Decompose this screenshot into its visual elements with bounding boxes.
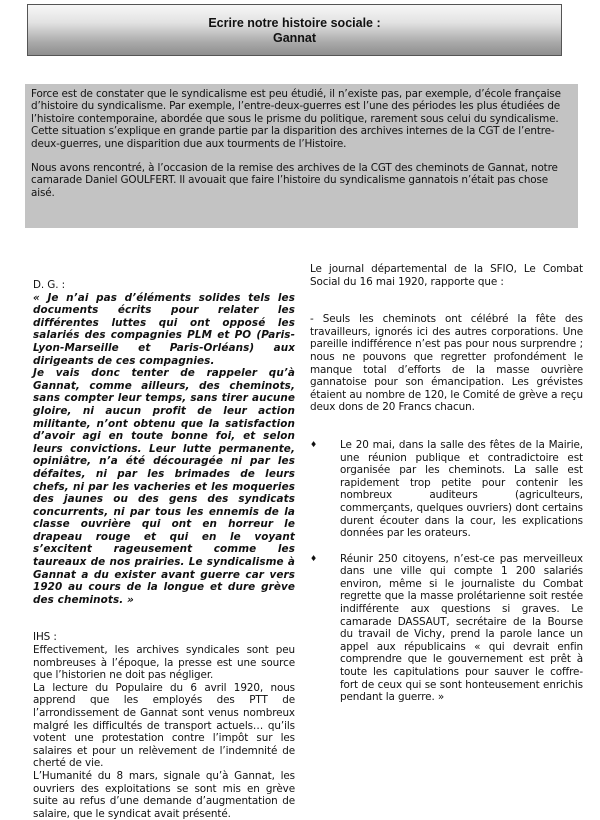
- intro-paragraph: Force est de constater que le syndicalisme est peu étudié, il n’existe pas, par exemple, d’école française d’histoire du syndicalisme. Par exemple, l’entre-deux-guerres est l’une des périodes les plus étudiées de l’histoire contemporaine, abordée que sous le prisme du politique, rarement sous celui du syndicalisme. Cette situation s’explique en grande partie par la disparition des archives internes de la CGT de l’entre-deux-guerres, une disparition due aux tourments de l’Histoire.: [31, 88, 561, 150]
- title-banner: [27, 4, 562, 56]
- bullet-text: Le 20 mai, dans la salle des fêtes de la Mairie, une réunion publique et contradictoire est organisée par les cheminots. La salle est rapidement trop petite pour contenir les nombreux auditeurs (agriculteurs, commerçants, quelques ouvriers) dont certains durent écouter dans la cour, les explications données par les orateurs.: [340, 438, 583, 540]
- intro-paragraph: Nous avons rencontré, à l’occasion de la remise des archives de la CGT des cheminots de Gannat, notre camarade Daniel GOULFERT. Il avouait que faire l’histoire du syndicalisme gannatois n’était pas chose aisé.: [31, 162, 558, 199]
- right-column: [310, 263, 583, 704]
- intro-box: [25, 84, 578, 228]
- bullet-item: [310, 553, 583, 704]
- combat-social-intro: Le journal départemental de la SFIO, Le Combat Social du 16 mai 1920, rapporte que :: [310, 263, 583, 288]
- bullet-item: [310, 439, 583, 540]
- ihs-paragraph: La lecture du Populaire du 6 avril 1920, nous apprend que les employés des PTT de l’arrondissement de Gannat sont venus nombreux malgré les difficultés de transport actuels… qu’ils votent une protestation contre l’impôt sur les salaires et pour un relèvement de l’indemnité de cherté de vie.: [33, 681, 295, 770]
- combat-social-paragraph: - Seuls les cheminots ont célébré la fête des travailleurs, ignorés ici des autres corporations. Une pareille indifférence n’est pas pour nous surprendre ; nous ne pouvons que regretter profondément le manque total d’efforts de la masse ouvrière gannatoise pour son émancipation. Les grévistes étaient au nombre de 120, le Comité de grève a reçu deux dons de 20 Francs chacun.: [310, 313, 583, 414]
- bullet-text: Réunir 250 citoyens, n’est-ce pas merveilleux dans une ville qui compte 1 200 salariés environ, même si le journaliste du Combat regrette que la masse prolétarienne soit restée indifférente aux questions si graves. Le camarade DASSAUT, secrétaire de la Bourse du travail de Vichy, prend la parole lance un appel aux républicains « qui devrait enfin comprendre que le gouvernement est prêt à toute les capitulations pour sauver le coffre-fort de ceux qui se sont honteusement enrichis pendant la guerre. »: [340, 552, 583, 704]
- ihs-paragraph: Effectivement, les archives syndicales sont peu nombreuses à l’époque, la presse est une source que l’historien ne doit pas négliger.: [33, 644, 295, 682]
- left-column: [33, 279, 295, 820]
- dg-quote-2: Je vais donc tenter de rappeler qu’à Gannat, comme ailleurs, des cheminots, sans compter leur temps, sans tirer aucune gloire, ni aucun profit de leur action militante, n’ont obtenu que la satisfaction d’avoir agi en toute bonne foi, et selon leurs convictions. Leur lutte permanente, opiniâtre, n’a été découragée ni par les défaites, ni par les brimades de leurs chefs, ni par les vacheries et les moqueries des jaunes ou des gens des syndicats concurrents, ni par tous les ennemis de la classe ouvrière qui ont en horreur le drapeau rouge et qui en le voyant s’excitent rageusement comme les taureaux de nos prairies. Le syndicalisme à Gannat a du exister avant guerre car vers 1920 au cours de la longue et dure grève des cheminots. »: [33, 367, 295, 606]
- diamond-bullet-icon: ♦: [310, 553, 318, 563]
- ihs-paragraph: L’Humanité du 8 mars, signale qu’à Gannat, les ouvriers des exploitations se sont mis en grève suite au refus d’une demande d’augmentation de salaire, que le syndicat avait présenté.: [33, 769, 295, 820]
- diamond-bullet-icon: ♦: [310, 439, 318, 449]
- speaker-ihs: IHS :: [33, 631, 57, 644]
- title-line-2: Gannat: [272, 31, 317, 45]
- dg-quote-1: « Je n’ai pas d’éléments solides tels les documents écrits pour relater les différentes luttes qui ont opposé les salariés des compagnies PLM et PO (Paris-Lyon-Marseille et Paris-Orléans) aux dirigeants de ces compagnies.: [33, 291, 295, 367]
- title-line-1: Ecrire notre histoire sociale :: [208, 16, 381, 30]
- speaker-dg: D. G. :: [33, 279, 66, 291]
